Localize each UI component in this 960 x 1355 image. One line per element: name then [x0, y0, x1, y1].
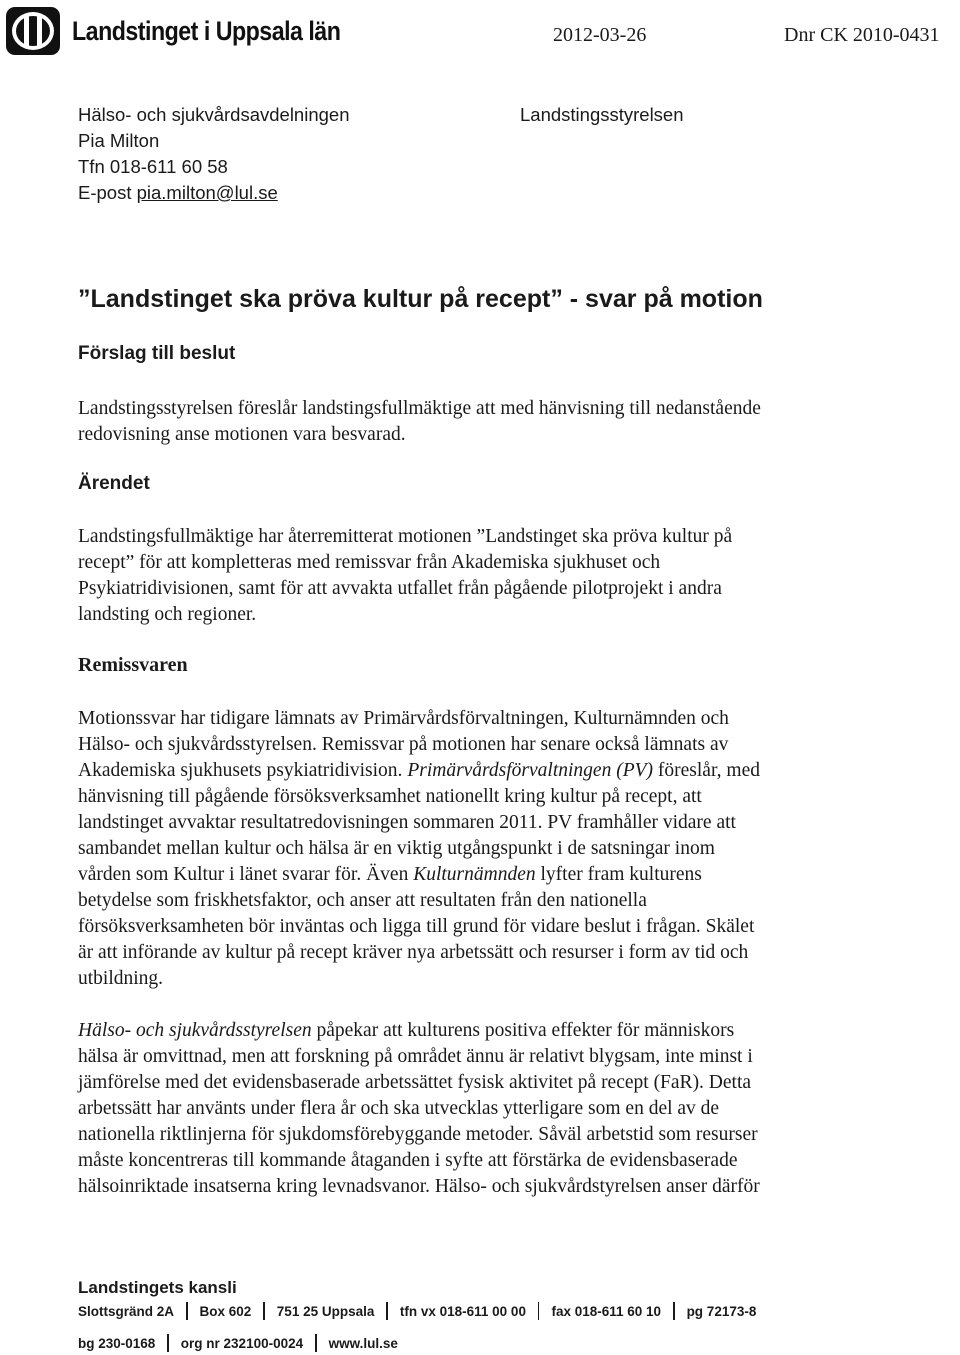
- text-run: påpekar att kulturens positiva effekter för människors: [311, 1020, 735, 1041]
- text-run: lyfter fram kulturens: [535, 864, 702, 885]
- paragraph-line: Motionssvar har tidigare lämnats av Primärvårdsförvaltningen, Kulturnämnden och: [78, 708, 729, 729]
- sender-phone: Tfn 018-611 60 58: [78, 156, 228, 177]
- organization-name: Landstinget i Uppsala län: [72, 15, 341, 46]
- paragraph-line: utbildning.: [78, 968, 164, 989]
- paragraph-line: Psykiatridivisionen, samt för att avvakta utfallet från pågående pilotprojekt i andra: [78, 578, 722, 599]
- footer-plusgiro: pg 72173-8: [686, 1303, 757, 1319]
- sender-email-line: [78, 180, 349, 206]
- paragraph-line: Landstingsfullmäktige har återremitterat motionen ”Landstinget ska pröva kultur på: [78, 526, 733, 547]
- sender-name: Pia Milton: [78, 130, 160, 151]
- paragraph-line: är att införande av kultur på recept kräver nya arbetssätt och resurser i form av tid och: [78, 942, 749, 963]
- italic-run: Primärvårdsförvaltningen (PV): [407, 760, 654, 781]
- document-number: Dnr CK 2010-0431: [784, 24, 940, 46]
- paragraph-line: landstinget avvaktar resultatredovisningen sommaren 2011. PV framhåller vidare att: [78, 812, 736, 833]
- sender-department: Hälso- och sjukvårdsavdelningen: [78, 104, 350, 125]
- text-run: vården som Kultur i länet svarar för. Även: [78, 864, 414, 885]
- paragraph-line: jämförelse med det evidensbaserade arbetssättet fysisk aktivitet på recept (FaR). Detta: [78, 1072, 752, 1093]
- responses-paragraph-1: [78, 706, 878, 992]
- recipient: Landstingsstyrelsen: [520, 104, 684, 125]
- paragraph-line: [78, 862, 878, 888]
- footer-separator: [186, 1302, 188, 1320]
- footer-registration-row: [78, 1334, 398, 1352]
- text-run: föreslår, med: [653, 760, 760, 781]
- paragraph-line: måste koncentreras till kommande åtaganden i syfte att förstärka de evidensbaserade: [78, 1150, 738, 1171]
- paragraph-line: sambandet mellan kultur och hälsa är en viktig utgångspunkt i de satsningar inom: [78, 838, 715, 859]
- matter-paragraph: [78, 524, 878, 628]
- footer-separator: [538, 1302, 540, 1320]
- text-run: Akademiska sjukhusets psykiatridivision.: [78, 760, 408, 781]
- document-title: ”Landstinget ska pröva kultur på recept” - svar på motion: [78, 285, 763, 313]
- paragraph-line: landsting och regioner.: [78, 604, 257, 625]
- responses-paragraph-2: [78, 1018, 878, 1200]
- sender-block: [78, 102, 349, 206]
- sender-email-link[interactable]: pia.milton@lul.se: [136, 182, 278, 203]
- proposal-heading: Förslag till beslut: [78, 343, 236, 364]
- footer-street: Slottsgränd 2A: [78, 1303, 175, 1319]
- footer-fax: fax 018-611 60 10: [551, 1303, 662, 1319]
- paragraph-line: hälsa är omvittnad, men att forskning på området ännu är relativt blygsam, inte minst i: [78, 1046, 753, 1067]
- paragraph-line: [78, 1018, 878, 1044]
- footer-separator: [263, 1302, 265, 1320]
- organization-logo: [4, 4, 364, 58]
- footer-postal: 751 25 Uppsala: [276, 1303, 375, 1319]
- paragraph-line: arbetssätt har använts under flera år och ska utvecklas ytterligare som en del av de: [78, 1098, 720, 1119]
- footer-phone: tfn vx 018-611 00 00: [399, 1303, 526, 1319]
- footer-title: Landstingets kansli: [78, 1278, 237, 1297]
- paragraph-line: försöksverksamheten bör inväntas och ligga till grund för vidare beslut i frågan. Skälet: [78, 916, 755, 937]
- paragraph-line: betydelse som friskhetsfaktor, och anser att resultaten från den nationella: [78, 890, 647, 911]
- footer-box: Box 602: [199, 1303, 252, 1319]
- document-date: 2012-03-26: [553, 24, 647, 46]
- paragraph-line: recept” för att kompletteras med remissvar från Akademiska sjukhuset och: [78, 552, 661, 573]
- paragraph-line: hänvisning till pågående försöksverksamhet nationellt kring kultur på recept, att: [78, 786, 702, 807]
- paragraph-line: Landstingsstyrelsen föreslår landstingsfullmäktige att med hänvisning till nedanstående: [78, 398, 761, 419]
- footer-separator: [386, 1302, 388, 1320]
- paragraph-line: hälsoinriktade insatserna kring levnadsvanor. Hälso- och sjukvårdstyrelsen anser därför: [78, 1176, 760, 1197]
- proposal-paragraph: [78, 396, 878, 448]
- footer-bankgiro: bg 230-0168: [78, 1335, 156, 1351]
- paragraph-line: redovisning anse motionen vara besvarad.: [78, 424, 406, 445]
- paragraph-line: nationella riktlinjerna för sjukdomsförebyggande metoder. Såväl arbetstid som resurser: [78, 1124, 758, 1145]
- footer-website-link[interactable]: www.lul.se: [328, 1335, 398, 1351]
- footer-org-number: org nr 232100-0024: [180, 1335, 304, 1351]
- italic-run: Hälso- och sjukvårdsstyrelsen: [78, 1020, 312, 1041]
- responses-heading: Remissvaren: [78, 654, 188, 676]
- paragraph-line: Hälso- och sjukvårdsstyrelsen. Remissvar på motionen har senare också lämnats av: [78, 734, 729, 755]
- italic-run: Kulturnämnden: [413, 864, 536, 885]
- sender-email-label: E-post: [78, 182, 137, 203]
- footer-separator: [167, 1334, 169, 1352]
- footer-separator: [315, 1334, 317, 1352]
- footer-address-row: [78, 1302, 756, 1320]
- paragraph-line: [78, 758, 878, 784]
- footer-separator: [673, 1302, 675, 1320]
- county-emblem-icon: [4, 5, 62, 57]
- matter-heading: Ärendet: [78, 473, 150, 494]
